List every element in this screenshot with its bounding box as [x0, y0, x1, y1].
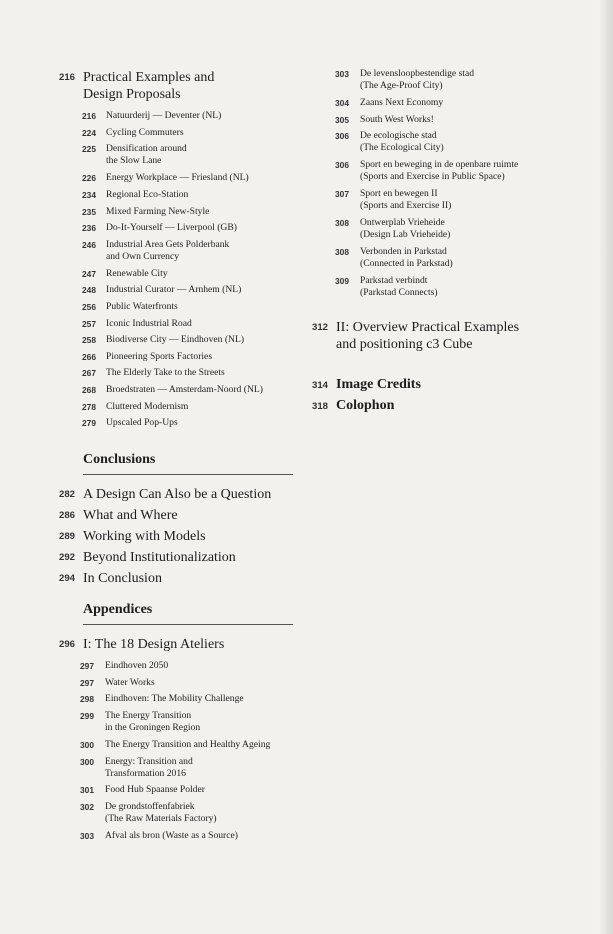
toc-item-page: 299 — [80, 711, 94, 721]
toc-item-title: (The Ecological City) — [360, 142, 444, 154]
toc-item-title: Pioneering Sports Factories — [106, 351, 213, 362]
toc-item-title: Water Works — [105, 677, 155, 688]
toc-item-title: (Connected in Parkstad) — [360, 258, 453, 270]
toc-item-title: Transformation 2016 — [105, 768, 186, 780]
toc-item-title: Natuurderij — Deventer (NL) — [106, 110, 222, 121]
toc-item-page: 279 — [82, 418, 96, 428]
toc-item-page: 308 — [335, 247, 349, 257]
toc-item-page: 300 — [80, 757, 94, 767]
toc-item-title: Biodiverse City — Eindhoven (NL) — [106, 334, 245, 345]
toc-item-page: 267 — [82, 368, 96, 378]
toc-item-title: (Sports and Exercise in Public Space) — [360, 171, 505, 183]
toc-item-title: Parkstad verbindt — [360, 275, 428, 286]
toc-item-title: Renewable City — [106, 268, 168, 279]
toc-item-title: (The Raw Materials Factory) — [105, 813, 217, 825]
section-overview-title: II: Overview Practical Examples — [336, 320, 520, 335]
toc-item-page: 235 — [82, 207, 96, 217]
toc-item-title: Regional Eco-Station — [106, 189, 189, 200]
section-practical-title: Design Proposals — [83, 87, 181, 102]
toc-item-page: 268 — [82, 385, 96, 395]
section-ateliers-title: I: The 18 Design Ateliers — [83, 637, 225, 652]
toc-item-page: 266 — [82, 352, 96, 362]
section-ateliers-page: 296 — [59, 639, 76, 650]
toc-item-page: 224 — [82, 128, 96, 138]
toc-item-title: Do-It-Yourself — Liverpool (GB) — [106, 222, 237, 233]
page-edge-shadow — [599, 0, 613, 934]
toc-chapter-title: Working with Models — [83, 529, 206, 544]
toc-item-page: 234 — [82, 190, 96, 200]
toc-item-page: 236 — [82, 223, 96, 233]
toc-item-page: 302 — [80, 802, 94, 812]
toc-item-page: 225 — [82, 144, 96, 154]
toc-item-page: 248 — [82, 285, 96, 295]
toc-item-title: the Slow Lane — [106, 155, 162, 167]
toc-item-title: Energy: Transition and — [105, 756, 193, 767]
toc-item-title: Densification around — [106, 143, 187, 154]
toc-item-page: 308 — [335, 218, 349, 228]
toc-item-title: Sport en bewegen II — [360, 188, 438, 199]
toc-item-title: Energy Workplace — Friesland (NL) — [106, 172, 249, 183]
toc-item-title: (Parkstad Connects) — [360, 287, 438, 299]
toc-item-page: 257 — [82, 319, 96, 329]
toc-item-title: Zaans Next Economy — [360, 97, 444, 108]
toc-chapter-title: In Conclusion — [83, 571, 162, 586]
toc-item-page: 307 — [335, 189, 349, 199]
toc-item-page: 306 — [335, 131, 349, 141]
toc-item-title: (Design Lab Vrieheide) — [360, 229, 451, 241]
toc-item-page: 306 — [335, 160, 349, 170]
toc-item-title: Upscaled Pop-Ups — [106, 417, 178, 428]
toc-item-page: 226 — [82, 173, 96, 183]
toc-item-title: De levensloopbestendige stad — [360, 68, 475, 79]
toc-item-title: in the Groningen Region — [105, 722, 201, 734]
toc-item-page: 298 — [80, 694, 94, 704]
heading-rule — [83, 474, 293, 475]
toc-item-title: The Energy Transition and Healthy Ageing — [105, 739, 271, 750]
section-practical-title: Practical Examples and — [83, 70, 215, 85]
toc-item-page: 297 — [80, 661, 94, 671]
toc-item-title: Industrial Area Gets Polderbank — [106, 239, 230, 250]
toc-chapter-title: What and Where — [83, 508, 178, 523]
section-practical-page: 216 — [59, 72, 76, 83]
toc-item-page: 301 — [80, 785, 94, 795]
section-colophon-title: Colophon — [336, 398, 395, 413]
toc-item-title: The Elderly Take to the Streets — [106, 367, 225, 378]
toc-chapter-page: 289 — [59, 531, 76, 542]
section-image-credits-page: 314 — [312, 380, 329, 391]
toc-item-title: The Energy Transition — [105, 710, 192, 721]
toc-item-title: Iconic Industrial Road — [106, 318, 192, 329]
toc-item-title: Mixed Farming New-Style — [106, 206, 210, 217]
toc-item-title: Afval als bron (Waste as a Source) — [105, 830, 238, 841]
toc-item-title: Eindhoven 2050 — [105, 660, 169, 671]
toc-item-title: Eindhoven: The Mobility Challenge — [105, 693, 244, 704]
toc-item-page: 216 — [82, 111, 96, 121]
toc-item-page: 300 — [80, 740, 94, 750]
toc-item-page: 297 — [80, 678, 94, 688]
toc-item-page: 303 — [335, 69, 349, 79]
toc-item-page: 278 — [82, 402, 96, 412]
toc-item-title: De grondstoffenfabriek — [105, 801, 195, 812]
toc-item-title: Verbonden in Parkstad — [360, 246, 447, 257]
toc-item-title: Sport en beweging in de openbare ruimte — [360, 159, 519, 170]
section-colophon-page: 318 — [312, 401, 329, 412]
section-overview-page: 312 — [312, 322, 329, 333]
toc-item-page: 256 — [82, 302, 96, 312]
toc-item-title: Cycling Commuters — [106, 127, 184, 138]
toc-item-page: 258 — [82, 335, 96, 345]
toc-item-title: Ontwerplab Vrieheide — [360, 217, 445, 228]
toc-item-page: 246 — [82, 240, 96, 250]
toc-item-title: Food Hub Spaanse Polder — [105, 784, 205, 795]
toc-chapter-page: 282 — [59, 489, 76, 500]
toc-chapter-title: A Design Can Also be a Question — [83, 487, 272, 502]
toc-item-title: Industrial Curator — Arnhem (NL) — [106, 284, 242, 295]
toc-item-title: Public Waterfronts — [106, 301, 178, 312]
toc-item-page: 303 — [80, 831, 94, 841]
toc-item-title: (Sports and Exercise II) — [360, 200, 452, 212]
section-overview-title: and positioning c3 Cube — [336, 337, 473, 352]
toc-item-page: 309 — [335, 276, 349, 286]
section-heading-conclusions: Conclusions — [83, 452, 156, 467]
toc-item-page: 247 — [82, 269, 96, 279]
toc-item-title: De ecologische stad — [360, 130, 437, 141]
toc-chapter-page: 294 — [59, 573, 76, 584]
toc-item-title: South West Works! — [360, 114, 434, 125]
toc-item-page: 304 — [335, 98, 349, 108]
section-image-credits-title: Image Credits — [336, 377, 421, 392]
toc-item-title: (The Age-Proof City) — [360, 80, 443, 92]
toc-item-title: Broedstraten — Amsterdam-Noord (NL) — [106, 384, 263, 395]
toc-item-page: 305 — [335, 115, 349, 125]
toc-item-title: Cluttered Modernism — [106, 401, 189, 412]
toc-item-title: and Own Currency — [106, 251, 179, 263]
toc-chapter-page: 292 — [59, 552, 76, 563]
toc-chapter-title: Beyond Institutionalization — [83, 550, 236, 565]
heading-rule — [83, 624, 293, 625]
section-heading-appendices: Appendices — [83, 602, 153, 617]
toc-chapter-page: 286 — [59, 510, 76, 521]
